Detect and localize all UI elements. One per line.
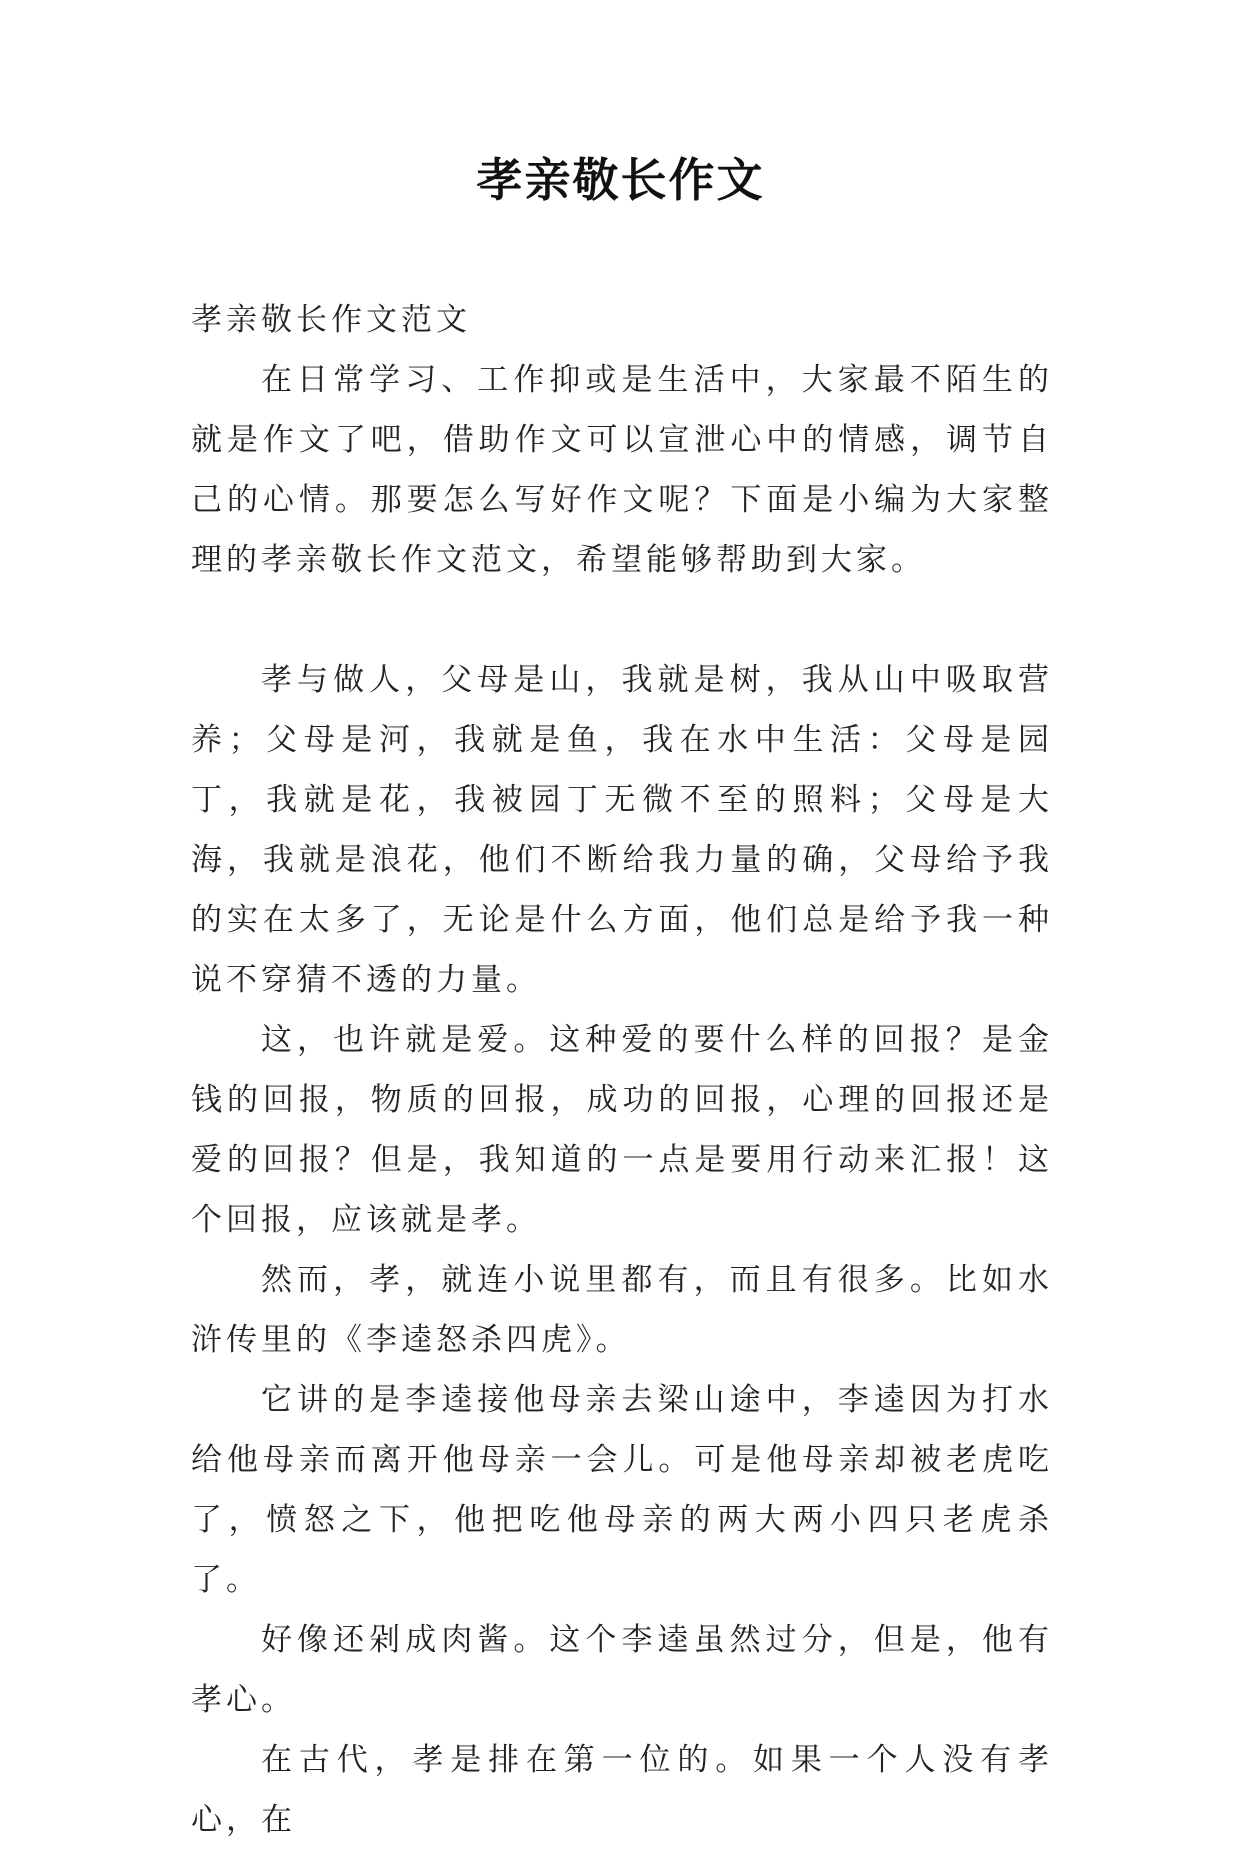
body-paragraph-6: 在古代，孝是排在第一位的。如果一个人没有孝心，在 <box>191 1742 1053 1838</box>
body-paragraph-3: 然而，孝，就连小说里都有，而且有很多。比如水浒传里的《李逵怒杀四虎》。 <box>191 1262 1053 1358</box>
body-paragraph-1: 孝与做人，父母是山，我就是树，我从山中吸取营养；父母是河，我就是鱼，我在水中生活：父母是园丁，我就是花，我被园丁无微不至的照料；父母是大海，我就是浪花，他们不断给我力量的确，父母给予我的实在太多了，无论是什么方面，他们总是给予我一种说不穿猜不透的力量。 <box>191 662 1053 998</box>
paragraph-spacer <box>191 590 1053 650</box>
document-subtitle: 孝亲敬长作文范文 <box>191 302 471 338</box>
body-paragraph-4: 它讲的是李逵接他母亲去梁山途中，李逵因为打水给他母亲而离开他母亲一会儿。可是他母亲却被老虎吃了，愤怒之下，他把吃他母亲的两大两小四只老虎杀了。 <box>191 1382 1053 1598</box>
intro-paragraph: 在日常学习、工作抑或是生活中，大家最不陌生的就是作文了吧，借助作文可以宣泄心中的情感，调节自己的心情。那要怎么写好作文呢？下面是小编为大家整理的孝亲敬长作文范文，希望能够帮助到大家。 <box>191 362 1053 578</box>
document-body <box>191 290 1053 1850</box>
body-paragraph-2: 这，也许就是爱。这种爱的要什么样的回报？是金钱的回报，物质的回报，成功的回报，心理的回报还是爱的回报？但是，我知道的一点是要用行动来汇报！这个回报，应该就是孝。 <box>191 1022 1053 1238</box>
document-title: 孝亲敬长作文 <box>476 153 765 207</box>
body-paragraph-5: 好像还剁成肉酱。这个李逵虽然过分，但是，他有孝心。 <box>191 1622 1053 1718</box>
